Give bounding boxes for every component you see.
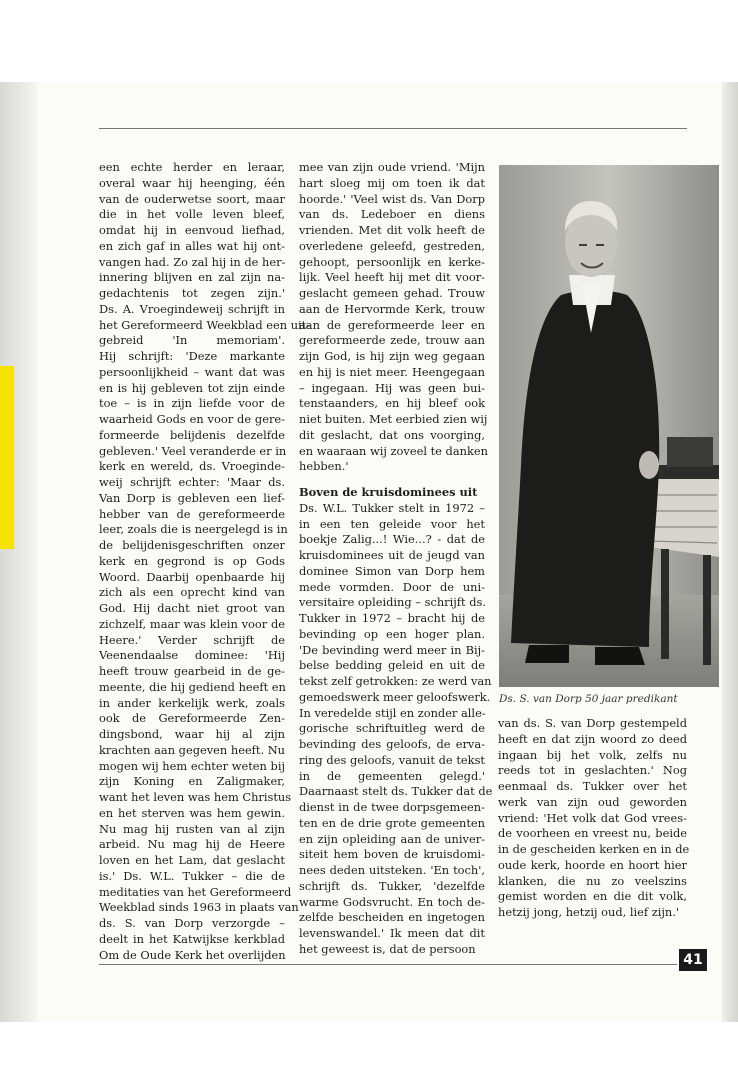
text-line: Van Dorp is gebleven een lief- xyxy=(99,490,285,505)
text-line: versitaire opleiding – schrijft ds. xyxy=(299,595,486,610)
text-line: leer, zoals die is neergelegd is in xyxy=(99,522,288,537)
section-heading: Boven de kruisdominees uit xyxy=(299,485,478,499)
text-line: reeds tot in geslachten.' Nog xyxy=(498,763,687,778)
text-line: tenstaanders, en hij bleef ook xyxy=(299,396,485,411)
photo-caption: Ds. S. van Dorp 50 jaar predikant xyxy=(499,693,678,705)
text-line: mee van zijn oude vriend. 'Mijn xyxy=(299,160,485,174)
text-line: arbeid. Nu mag hij de Heere xyxy=(99,837,285,852)
text-line: God. Hij dacht niet groot van xyxy=(99,601,285,615)
text-line: hoorde.' 'Veel wist ds. Van Dorp xyxy=(299,191,485,206)
text-column-2 xyxy=(299,160,493,958)
text-line: hebber van de gereformeerde xyxy=(99,506,285,521)
text-line: meente, die hij gediend heeft en xyxy=(99,679,286,694)
text-line: Nu mag hij rusten van al zijn xyxy=(99,821,285,836)
text-line: tekst zelf getrokken: ze werd van xyxy=(299,674,492,688)
text-line: is.' Ds. W.L. Tukker – die de xyxy=(99,868,285,883)
text-line: hebben.' xyxy=(299,459,349,474)
text-column-1 xyxy=(99,160,311,963)
text-line: zijn God, is hij zijn weg gegaan xyxy=(299,349,485,363)
minister-photo xyxy=(499,165,719,687)
text-line: kruisdominees uit de jeugd van xyxy=(299,548,485,562)
text-line: loven en het Lam, dat geslacht xyxy=(99,853,285,867)
text-line: persoonlijkheid – want dat was xyxy=(99,364,285,379)
text-line: van de ouderwetse soort, maar xyxy=(99,191,285,206)
text-line: bevinding des geloofs, de erva- xyxy=(299,737,485,751)
text-line: werk van zijn oud geworden xyxy=(498,794,687,809)
text-line: het Gereformeerd Weekblad een uit- xyxy=(99,317,311,332)
text-line: gehoopt, persoonlijk en kerke- xyxy=(299,254,485,269)
top-rule xyxy=(99,128,687,129)
text-line: waarheid Gods en voor de gere- xyxy=(99,412,285,426)
text-line: vriend: 'Het volk dat God vrees- xyxy=(498,810,687,825)
text-line: ingaan bij het volk, zelfs nu xyxy=(498,747,687,762)
text-line: vangen had. Zo zal hij in de her- xyxy=(99,254,286,269)
text-line: meditaties van het Gereformeerd xyxy=(99,884,292,899)
text-line: en zich gaf in alles wat hij ont- xyxy=(99,238,285,253)
text-line: die in het volle leven bleef, xyxy=(99,207,285,222)
text-line: want het leven was hem Christus xyxy=(99,790,292,804)
text-line: in de gescheiden kerken en in de xyxy=(498,842,690,856)
text-line: eenmaal ds. Tukker over het xyxy=(498,779,687,793)
text-line: gedachtenis tot zegen zijn.' xyxy=(99,286,285,300)
text-line: kerk en gegrond is op Gods xyxy=(99,553,285,568)
text-line: ten en de drie grote gemeenten xyxy=(299,815,485,830)
text-line: Weekblad sinds 1963 in plaats van xyxy=(99,900,299,915)
text-line: zijn Koning en Zaligmaker, xyxy=(99,774,285,789)
text-line: hetzij jong, hetzij oud, lief zijn.' xyxy=(498,905,680,919)
text-line: In veredelde stijl en zonder alle- xyxy=(299,705,486,720)
text-line: in ander kerkelijk werk, zoals xyxy=(99,695,285,710)
column-2-section-text xyxy=(299,500,493,958)
text-line: klanken, die nu zo veelszins xyxy=(498,873,687,888)
column-2-paragraph xyxy=(299,160,488,475)
text-line: zelfde bescheiden en ingetogen xyxy=(299,910,485,925)
text-line: schrijft ds. Tukker, 'dezelfde xyxy=(299,878,485,893)
text-line: Tukker in 1972 – bracht hij de xyxy=(299,611,485,625)
text-line: aan de Hervormde Kerk, trouw xyxy=(299,301,485,316)
page-gutter xyxy=(0,82,38,1022)
text-line: gemist worden en die dit volk, xyxy=(498,889,687,904)
text-line: in de gemeenten gelegd.' xyxy=(299,768,485,783)
text-line: toe – is in zijn liefde voor de xyxy=(99,396,285,411)
text-line: vrienden. Met dit volk heeft de xyxy=(299,223,485,237)
text-line: en het sterven was hem gewin. xyxy=(99,805,285,820)
text-line: aan de gereformeerde leer en xyxy=(299,317,485,332)
text-line: Veenendaalse dominee: 'Hij xyxy=(99,648,285,663)
text-line: gorische schriftuitleg werd de xyxy=(299,721,485,736)
text-line: – ingegaan. Hij was geen bui- xyxy=(299,380,485,395)
text-line: en zijn opleiding aan de univer- xyxy=(299,831,485,846)
text-line: Om de Oude Kerk het overlijden xyxy=(99,947,286,962)
text-line: van ds. Ledeboer en diens xyxy=(299,207,485,222)
text-line: geslacht gemeen gehad. Trouw xyxy=(299,286,485,300)
text-line: weij schrijft echter: 'Maar ds. xyxy=(99,475,285,489)
text-line: oude kerk, hoorde en hoort hier xyxy=(498,857,687,872)
text-line: Woord. Daarbij openbaarde hij xyxy=(99,569,285,584)
text-line: de voorheen en vreest nu, beide xyxy=(498,826,687,841)
text-line: Daarnaast stelt ds. Tukker dat de xyxy=(299,784,493,799)
text-line: omdat hij in eenvoud liefhad, xyxy=(99,223,285,237)
text-line: bevinding op een hoger plan. xyxy=(299,626,485,641)
text-line: van ds. S. van Dorp gestempeld xyxy=(498,716,687,730)
text-line: 'De bevinding werd meer in Bij- xyxy=(299,642,485,657)
text-line: dingsbond, waar hij al zijn xyxy=(99,727,285,741)
text-line: nees deden uitsteken. 'En toch', xyxy=(299,863,485,877)
text-line: ds. S. van Dorp verzorgde – xyxy=(99,916,285,930)
text-line: Ds. A. Vroegindeweij schrijft in xyxy=(99,301,285,316)
text-line: gereformeerde zede, trouw aan xyxy=(299,333,485,348)
text-line: mogen wij hem echter weten bij xyxy=(99,758,285,773)
text-line: krachten aan gegeven heeft. Nu xyxy=(99,742,286,757)
text-line: mede vormden. Door de uni- xyxy=(299,579,485,594)
text-line: lijk. Veel heeft hij met dit voor- xyxy=(299,270,485,285)
text-line: en waaraan wij zoveel te danken xyxy=(299,443,488,458)
text-line: warme Godsvrucht. En toch de- xyxy=(299,894,485,909)
text-line: niet buiten. Met eerbied zien wij xyxy=(299,412,488,426)
page-number: 41 xyxy=(679,949,707,971)
text-line: Hij schrijft: 'Deze markante xyxy=(99,349,285,363)
text-line: zich als een oprecht kind van xyxy=(99,585,285,600)
text-line: en hij is niet meer. Heengegaan xyxy=(299,364,485,379)
text-line: deelt in het Katwijkse kerkblad xyxy=(99,931,285,946)
text-column-3 xyxy=(498,716,690,921)
text-line: dit geslacht, dat ons voorging, xyxy=(299,427,485,442)
text-line: formeerde belijdenis dezelfde xyxy=(99,427,285,442)
text-line: belse bedding geleid en uit de xyxy=(299,658,485,673)
text-line: levenswandel.' Ik meen dat dit xyxy=(299,926,485,940)
text-line: heeft trouw gearbeid in de ge- xyxy=(99,664,285,678)
text-line: overal waar hij heenging, één xyxy=(99,175,285,190)
text-line: de belijdenisgeschriften onzer xyxy=(99,538,285,552)
text-line: hart sloeg mij om toen ik dat xyxy=(299,175,485,190)
text-line: gemoedswerk meer geloofswerk. xyxy=(299,689,491,704)
text-line: innering blijven en zal zijn na- xyxy=(99,270,285,285)
text-line: het geweest is, dat de persoon xyxy=(299,941,476,956)
text-line: dienst in de twee dorpsgemeen- xyxy=(299,800,485,814)
bottom-rule xyxy=(99,964,677,965)
text-line: een echte herder en leraar, xyxy=(99,160,285,174)
page-edge xyxy=(722,82,738,1022)
text-line: zichzelf, maar was klein voor de xyxy=(99,616,285,631)
text-line: heeft en dat zijn woord zo deed xyxy=(498,731,687,746)
text-line: siteit hem boven de kruisdomi- xyxy=(299,847,485,862)
text-line: overledene geleefd, gestreden, xyxy=(299,238,485,253)
text-line: ook de Gereformeerde Zen- xyxy=(99,711,285,726)
text-line: boekje Zalig...! Wie...? - dat de xyxy=(299,532,485,547)
text-line: kerk en wereld, ds. Vroeginde- xyxy=(99,459,285,474)
text-line: en is hij gebleven tot zijn einde xyxy=(99,380,285,395)
text-line: dominee Simon van Dorp hem xyxy=(299,563,485,578)
text-line: in een ten geleide voor het xyxy=(299,516,485,531)
text-line: ring des geloofs, vanuit de tekst xyxy=(299,752,485,767)
text-line: Ds. W.L. Tukker stelt in 1972 – xyxy=(299,500,485,515)
text-line: gebreid 'In memoriam'. xyxy=(99,333,285,348)
text-line: gebleven.' Veel veranderde er in xyxy=(99,443,287,458)
text-line: Heere.' Verder schrijft de xyxy=(99,632,285,647)
yellow-tab-marker xyxy=(0,366,14,549)
